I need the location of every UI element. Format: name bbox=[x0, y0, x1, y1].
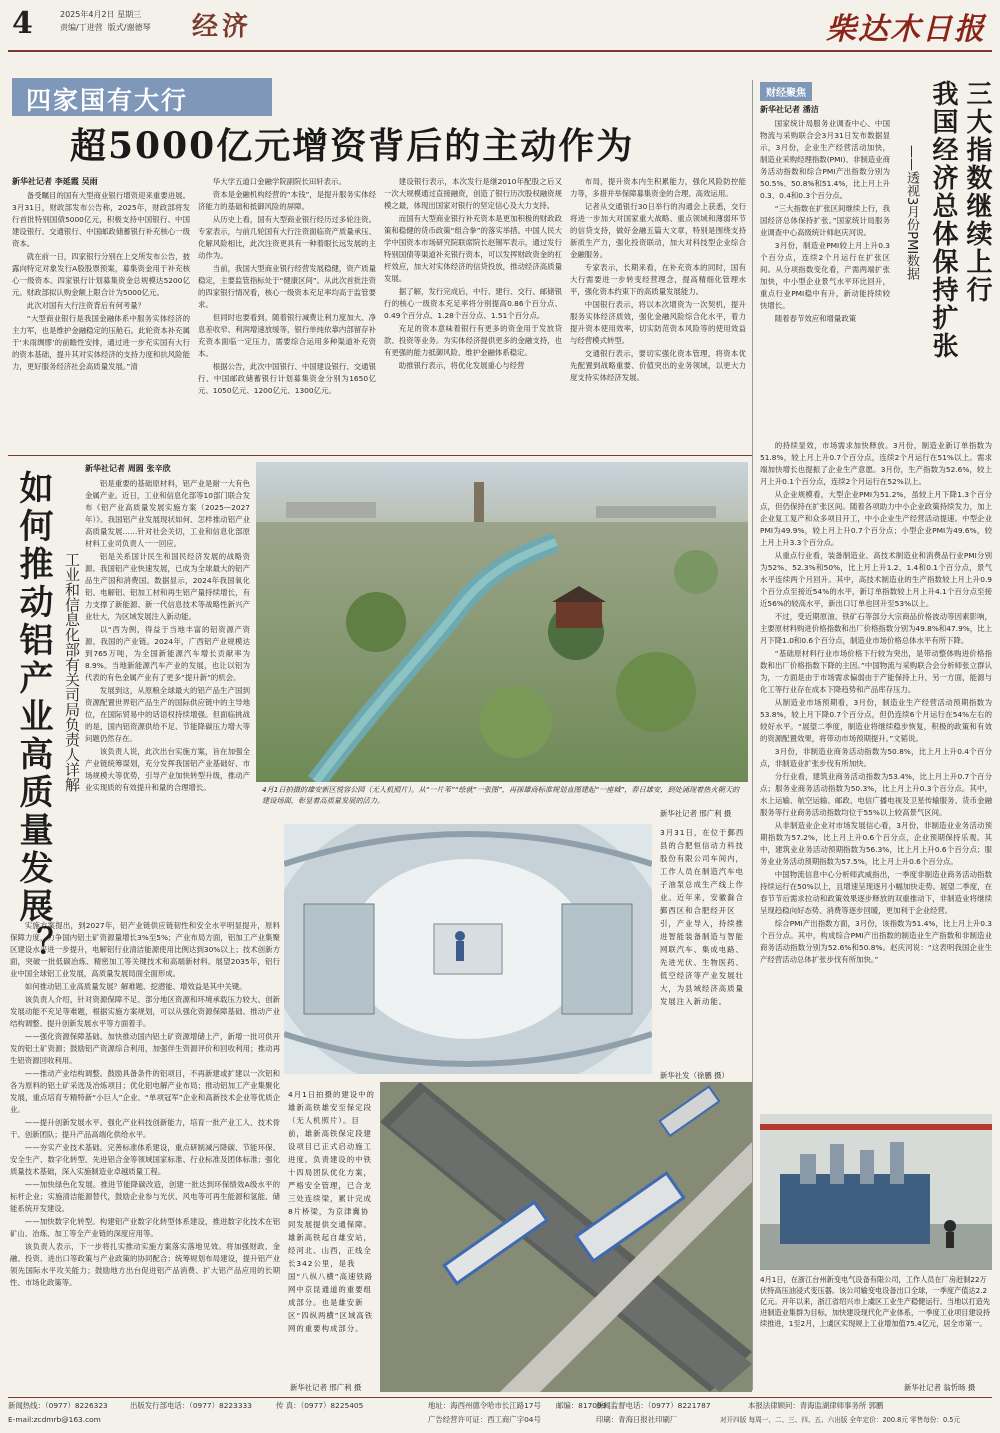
lead-column-1: 备受瞩目的国有大型商业银行增资迎来重要进展。3月31日，财政部发布公告称，2025年，财政部将发行首批特别国债5000亿元，积极支持中国银行、中国建设银行、交通银行、中国邮政储蓄银行补充核心一级资本。 就在前一日，四家银行分别在上交所发布公告，披露向特定对象发行A股股票预案，募集资金用于补充核心一级资本。四家银行计划募集资金总规模达5200亿元。财政部拟认购金额上限合计为5000亿元。 此次对国有大行注资背后有何考量？ “大型商业银行是我国金融体系中服务实体经济的主力军，也是维护金融稳定的压舱石。此轮资本补充属于‘未雨绸缪’的前瞻性安排，通过进一步充实国有大行的资本基础，提升其对实体经济的支持力度和抗风险能力，更好服务经济社会高质量发展。”清 bbox=[12, 191, 190, 371]
aluminum-headline: 如何推动铝产业高质量发展？ bbox=[13, 470, 53, 964]
aerial-park-caption: 4月1日拍摄的雄安新区悦容公园（无人机照片）。从“一片苇”“绘就”一张图”，再探雄商标准规划直图建起“一座城”，春日雄安，到处涌现着热火朝天的建设场面，彰显着高质量发展的活力。 bbox=[262, 785, 740, 805]
lead-byline: 新华社记者 李延霞 吴雨 bbox=[12, 177, 98, 186]
footer-supervision: 新闻监督电话：（0977）8221787 bbox=[596, 1401, 711, 1410]
factory-caption: 3月31日，在位于鄞西县的合肥恒信动力科技股份有限公司车间内，工作人员在制造汽车电子油泵总成生产线上作业。近年来，安徽滁合鄞西区和合肥经开区引，产业导入，持续推进智能装备制造与智能网联汽车、集成电路、先进光伏、生物医药、低空经济等产业发展壮大，为县域经济高质量发展注入新动能。 bbox=[660, 828, 745, 1006]
masthead-logo: 柴达木日报 bbox=[826, 12, 986, 47]
footer-fax: 传 真：（0977）8225405 bbox=[276, 1401, 364, 1410]
pmi-subhead: ——透视3月份PMI数据 bbox=[904, 145, 919, 281]
aluminum-column-upper: 铝是重要的基础原材料，铝产业是耐一大有色金属产业。近日，工业和信息化部等10部门联合发布《铝产业高质量发展实施方案（2025—2027年）》。我国铝产业发展现状如何、怎样推动铝产业高质量发展……针对社会关切，工业和信息化部原材料工业司负责人一一回应。 铝是关系国计民生和国民经济发展的战略资源。我国铝产业快速发展，已成为全球最大的铝产品生产国和消费国。数据显示，2024年我国氧化铝、电解铝、铝加工材和再生铝产量持续增长，有力支撑了新能源、新一代信息技术等战略性新兴产业壮大，为区域发展注入新动能。 以“西为例，得益于当地丰富的铝资源产资源，我国的产业链。2024年，广西铝产业规模达到765万吨，为全国新能源汽车增长贡献率为8.9%。当地新能源汽车产业的发展，也让以铝为代表的有色金属产业有了更多“提升新”的机会。 发展到这，从原粮全球最大的铝产品生产国到资源配置世界铝产品生产的国际供应链中的主导地位，在国际贸易中的话语权持续增强。但面临挑战的是，国内铝资源供给不足、节能降碳压力增大等问题仍然存在。 该负责人说，此次出台实施方案，旨在加强全产业链统筹谋划，充分发挥我国铝产业基础好、市场规模大等优势，引导产业加快转型升级，推动产业实现质的有效提升和量的合理增长。 bbox=[85, 479, 250, 792]
page-number: 4 bbox=[12, 6, 33, 41]
aluminum-byline: 新华社记者 周圆 张辛欣 bbox=[85, 464, 171, 473]
aluminum-subhead: 工业和信息化部有关司局负责人详解 bbox=[63, 552, 81, 792]
issue-date: 2025年4月2日 星期三 bbox=[60, 10, 142, 19]
designer: 版式/谢德琴 bbox=[107, 23, 151, 32]
transformer-caption: 4月1日，在浙江台州新变电气设备有限公司，工作人员在厂房赶制22万伏特高压油浸式变压器。该公司输变电设备出口全球，一季度产值达2.2亿元。开年以来，浙江省绍兴市上虞区工业生产稳健运行。当地以打造先进制造业集群为目标，加快建设现代化产业体系，一季度工业项目建设持续推进，1至2月，上虞区实现规上工业增加值75.4亿元，居全市第一。 bbox=[760, 1275, 991, 1328]
editor: 责编/丁进营 bbox=[60, 23, 103, 32]
right-column-rule bbox=[752, 80, 753, 1390]
pmi-tag: 财经聚焦 bbox=[760, 82, 812, 101]
page-footer bbox=[8, 1397, 992, 1429]
transformer-credit: 新华社记者 翁忻旸 摄 bbox=[904, 1383, 976, 1392]
bridge-credit: 新华社记者 邢广利 摄 bbox=[290, 1383, 362, 1392]
header-rule bbox=[8, 50, 992, 52]
header-meta bbox=[60, 8, 200, 34]
factory-photo bbox=[284, 824, 652, 1074]
footer-email: E-mail:zcdmrb@163.com bbox=[8, 1415, 101, 1424]
lead-column-2: 华大学五道口金融学院副院长田轩表示。 资本是金融机构经营的“本钱”，是提升服务实体经济能力的基础和抵御风险的屏障。 从历史上看，国有大型商业银行经历过多轮注资。专家表示，与前几轮国有大行注资面临资产质量承压、化解风险相比，此次注资更具有一种着眼长远发展的主动作为。 当前，我国大型商业银行经营发展稳健，资产质量稳定，主要监管指标处于“健康区间”。从此次首批注资的四家银行情况看，核心一级资本充足率均高于监管要求。 但同时也要看到，随着银行减费让利力度加大、净息差收窄、利润增速放缓等，银行单纯依靠内部留存补充资本面临一定压力，需要综合运用多种渠道补充资本。 根据公告，此次中国银行、中国建设银行、交通银行、中国邮政储蓄银行计划募集资金分别为1650亿元、1050亿元、1200亿元、1300亿元。 bbox=[198, 177, 376, 395]
section-title: 经济 bbox=[192, 12, 253, 42]
footer-postcode: 邮编：817099 bbox=[556, 1401, 607, 1410]
bridge-caption: 4月1日拍摄的建设中的雄新高铁雄安至保定段（无人机照片）。目前，雄新高铁保定段建设项目已正式启动施工进度。负责建设的中铁十四局团队优化方案，严格安全管理，已合龙三处连续梁，累计完成8片桥梁，为京津冀协同发展提供交通保障。雄新高铁起自雄安站，经河北、山西，正线全长342公里，是我国“八纵八横”高速铁路网中京昆通道的重要组成部分。也是雄安新区“四纵两横”区域高铁网的重要构成部分。 bbox=[288, 1090, 375, 1333]
factory-credit: 新华社发（徐鹏 摄） bbox=[660, 1071, 729, 1080]
aerial-park-credit: 新华社记者 邢广利 摄 bbox=[660, 809, 732, 818]
footer-ad-license: 广告经营许可证：西工商广字04号 bbox=[428, 1415, 541, 1424]
pmi-byline: 新华社记者 潘洁 bbox=[760, 105, 819, 114]
aluminum-column-lower: 实施方案提出，到2027年，铝产业链供应链韧性和安全水平明显提升，原料保障力度，力争国内铝土矿资源量增长3%至5%；产业布局方面，铝加工产业集聚区建设水平进一步提升，电解铝行业清洁能源使用比例达到30%以上；技术创新方面，突破一批低碳冶炼、精密加工等关键技术和高端新材料。展望2035年，铝行业中国全球铝工业发展，高质量发展局面全面形成。 如何推动铝工业高质量发展？解难题、挖潜能、增效益是其中关键。 该负责人介绍，针对资源保障不足、部分地区资源和环境承载压力较大、创新发展动能不充足等难题，根据实施方案规划，可以从强化资源保障基础、推动产业结构调整、提升创新发展水平等方面着手。 ——强化资源保障基础。加快推动国内铝土矿资源增储上产，新增一批可供开发的铝土矿资源；鼓励铝产资源综合利用，加强伴生资源评价和回收利用；推动再生铝资源回收利用。 ——推动产业结构调整。鼓励具备条件的铝项目，不再新建或扩建以一次铝和各为原料的铝土矿采选及冶炼项目；优化铝电解产业布局；推动铝加工产业集聚化发展，重点培育专精特新“小巨人”企业、“单项冠军”企业和高新技术企业等优质企业。 ——提升创新发展水平。强化产业科技创新能力，培育一批产业工人、技术骨干、创新团队；提升产品高端化供给水平。 ——夯实产业技术基础。完善标准体系建设，重点研制减污降碳、节能环保、安全生产、数字化转型、先进铝合金等领域国家标准、行业标准及团体标准；强化质量技术基础，深入实施制造业卓越质量工程。 ——加快绿色化发展。推进节能降碳改造，创建一批达到环保绩效A级水平的标杆企业；实施清洁能源替代，鼓励企业参与光伏、风电等可再生能源和氢能、储能系统开发建设。 ——加快数字化转型。构建铝产业数字化转型体系建设，推进数字化技术在铝矿山、冶炼、加工等全产业链的深度应用等。 该负责人表示，下一步将扎实推动实施方案落实落地见效。将加强财政、金融、投资、进出口等政策与产业政策的协同配合；统筹规划布局建设，提升铝产业领先国际水平攻关能力；鼓励地方出台促进铝产品消费、扩大铝产品应用的长期性、市场化政策等。 bbox=[10, 921, 280, 1287]
footer-address: 地址：海西州德令哈市长江路17号 bbox=[428, 1401, 541, 1410]
pmi-column-bottom: 的持续显效，市场需求加快释放。3月份，制造业新订单指数为51.8%，较上月上升0.7个百分点，连续2个月运行在51%以上。需求端加快增长也提振了企业生产意愿。3月份，生产指数为52.6%，较上月上升0.1个百分点，连续2个月运行在52%以上。 从企业规模看，大型企业PMI为51.2%，虽较上月下降1.3个百分点，但仍保持在扩张区间。随着各项助力中小企业政策持续发力，加上企业复工复产和众多项目开工，中小企业生产经营活动提速。中型企业PMI为49.9%，较上月上升0.7个百分点；小型企业PMI为49.6%，较上月上升3.3个百分点。 从重点行业看，装备制造业、高技术制造业和消费品行业PMI分别为52%、52.3%和50%，比上月上升1.2、1.4和0.1个百分点，景气水平连续两个月回升。其中，高技术制造业的生产指数较上月上升0.9个百分点至接近54%的水平，新订单指数较上月上升4.1个百分点至接近56%的较高水平，新出口订单也回升至53%以上。 不过，受近期原油、铁矿石等部分大宗商品价格波动等因素影响，主要原材料购进价格指数和出厂价格指数分别为49.8%和47.9%，比上月下降1.0和0.6个百分点，制造业市场价格总体水平有所下降。 “基础原材料行业市场价格下行较为突出，是带动整体购进价格指数和出厂价格指数下降的主因。”中国物流与采购联合会分析师张立群认为，一方面是由于市场需求偏弱由于产能保持上升，另一方面，能源与化工等行业存在成本下降趋势和产品库存压力。 从制造业市场预期看，3月份，制造业生产经营活动预期指数为53.8%，较上月下降0.7个百分点，但仍连续6个月运行在54%左右的较好水平。“展望二季度，制造业将继续稳步恢复，积极的政策和有效的资源配置效果，将带动市场预期提升。”文韬说。 3月份，非制造业商务活动指数为50.8%，比上月上升0.4个百分点，非制造业扩张步伐有所加快。 分行业看，建筑业商务活动指数为53.4%，比上月上升0.7个百分点；服务业商务活动指数为50.3%，比上月上升0.3个百分点。其中，水上运输、航空运输、邮政、电信广播电视及卫星传输服务、货币金融服务等行业商务活动指数均位于55%以上较高景气区间。 从非制造业企业对市场发展信心看，3月份，非制造业业务活动预期指数为57.2%，比上月上升0.6个百分点，企业预期保持乐观。其中，建筑业业务活动预期指数为56.3%，比上月上升0.6个百分点；服务业业务活动预期指数为57.5%，比上月上升0.6个百分点。 中国物流信息中心分析师武威指出，一季度非制造业商务活动指数持续运行在50%以上，且增速呈现逐月小幅加快走势。展望二季度，在春节节后需求拉动和政策效果逐步释放的双重推动下，非制造业将继续呈现趋稳向好态势、消费等逐步回暖，更加利于企业经营。 综合PMI产出指数方面，3月份，该指数为51.4%，比上月上升0.3个百分点。其中，构成综合PMI产出指数的制造业生产指数和非制造业商务活动指数分别为52.6%和50.8%。赵庆河说：“这表明我国企业生产经营活动总体扩张步伐有所加快。” bbox=[760, 441, 992, 964]
lead-banner: 四家国有大行 bbox=[12, 78, 272, 116]
lead-bottom-rule bbox=[8, 455, 752, 456]
footer-news-hotline: 新闻热线：（0977）8226323 bbox=[8, 1401, 108, 1410]
footer-schedule: 对开四版 每周一、二、三、四、五、六出版 全年定价：200.8元 零售每份：0.5元 bbox=[720, 1416, 961, 1424]
aerial-park-photo bbox=[256, 462, 748, 782]
lead-headline: 超5000亿元增资背后的主动作为 bbox=[70, 125, 635, 167]
lead-column-4: 布局，提升资本内生积累能力，强化风险防控能力等，多措并举保障募集资金的合理、高效运用。 记者从交通银行30日举行的沟通会上获悉，交行将进一步加大对国家重大战略、重点领域和薄弱环节的信贷支持，做好金融五篇大文章，特别是围绕支持新质生产力，强化投资联动，加大对科技型企业综合金融服务。 专家表示，长期来看，在补充资本的同时，国有大行需要进一步转变经营理念，提高精细化管理水平，强化资本约束下的高质量发展能力。 中国银行表示，将以本次增资为一次契机，提升服务实体经济质效，强化金融风险综合化水平，着力提升资本使用效率，切实防范资本风险等的使用效益与经营模式转型。 交通银行表示，要切实强化资本管理，将资本优先配置到战略重要、价值突出的业务领域，以更大力度支持实体经济发展。 bbox=[570, 177, 746, 382]
pmi-column-top: 国家统计局服务业调查中心、中国物流与采购联合会3月31日发布数据显示，3月份，企业生产经营活动加快，制造业采购经理指数(PMI)、非制造业商务活动指数和综合PMI产出指数分别为50.5%、50.8%和51.4%，比上月上升0.3、0.4和0.3个百分点。 “三大指数在扩张区间继续上行，我国经济总体保持扩张。”国家统计局服务业调查中心高级统计师赵庆河说。 3月份，制造业PMI较上月上升0.3个百分点，连续2个月运行在扩张区间。从分项指数变化看，产需两端扩张加快，中小型企业景气水平环比回升，重点行业PMI稳中有升，新动能持续较快增长。 随着春节效应和增量政策 bbox=[760, 119, 890, 323]
footer-legal: 本报法律顾问：青海监湖律师事务所 郭鹏 bbox=[748, 1401, 884, 1410]
pmi-headline-2: 我国经济总体保持扩张 bbox=[928, 80, 958, 360]
bridge-photo bbox=[380, 1082, 752, 1392]
footer-printer: 印刷：青海日报社印刷厂 bbox=[596, 1415, 678, 1424]
pmi-headline-1: 三大指数继续上行 bbox=[962, 80, 992, 304]
transformer-photo bbox=[760, 1114, 992, 1270]
lead-column-3: 建设银行表示，本次发行是继2010年配股之后又一次大规模通过直接融资，创造了银行历次股权融资规模之最，体现出国家对银行的坚定信心及大力支持。 而国有大型商业银行补充资本是更加积极的财政政策和稳健的货币政策“组合拳”的落实举措。中国人民大学中国资本市场研究院联席院长赵锡军表示，通过发行特别国债等渠道补充银行资本，可以发挥财政资金的杠杆效应，加大对实体经济的信贷投放，推动经济高质量发展。 据了解，发行完成后，中行、建行、交行、邮储银行的核心一级资本充足率将分别提高0.86个百分点、0.49个百分点、1.28个百分点、1.51个百分点。 充足的资本意味着银行有更多的资金用于发放贷款、投资等业务。为实体经济提供更多的金融支持，也有更强的能力抵御风险、维护金融体系稳定。 助推银行表示，将优化发展重心与经营 bbox=[384, 177, 562, 370]
footer-publish-phone: 出版发行部电话：（0977）8223333 bbox=[130, 1401, 252, 1410]
